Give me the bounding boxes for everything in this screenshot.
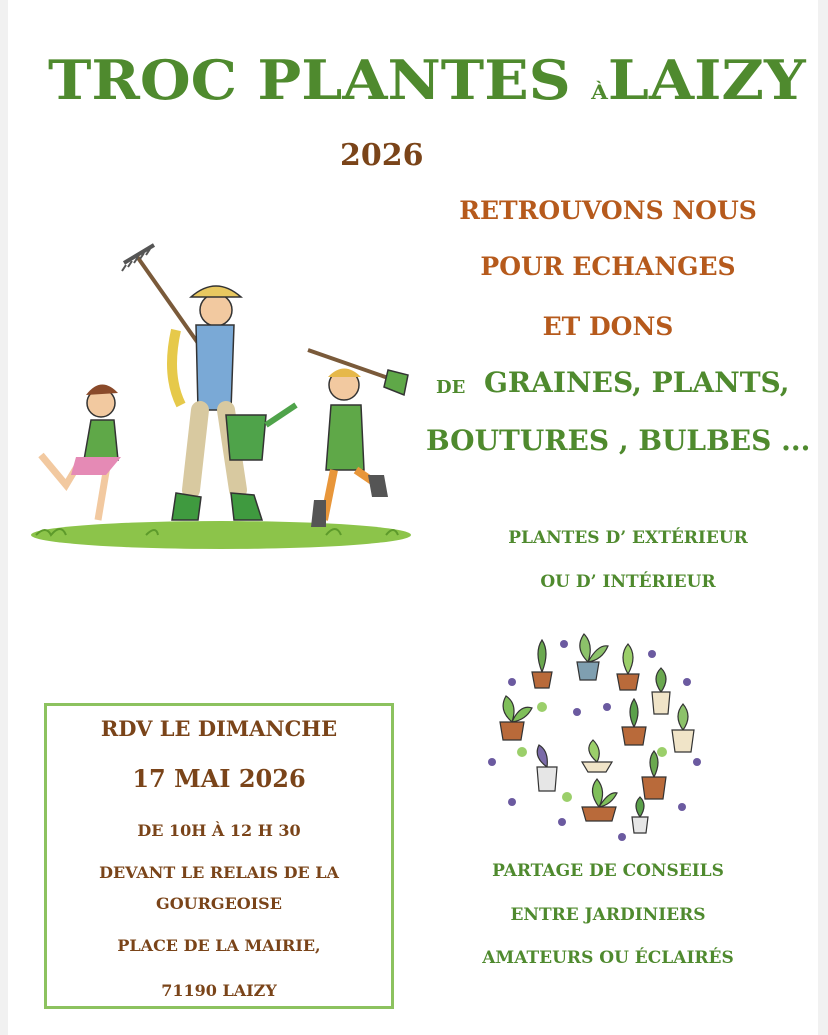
advice-line1: PARTAGE DE CONSEILS — [492, 861, 724, 881]
rdv-place-line2: GOURGEOISE — [156, 894, 282, 913]
rdv-time: DE 10H À 12 H 30 — [137, 821, 301, 840]
advice-line2: ENTRE JARDINIERS — [510, 905, 706, 925]
invite-line5: BOUTURES , BULBES ... — [426, 424, 811, 457]
title-a: À — [591, 80, 608, 104]
poster — [8, 0, 818, 1035]
poster-year: 2026 — [340, 138, 424, 173]
plants-type-line1: PLANTES D’ EXTÉRIEUR — [508, 528, 748, 548]
title-part1: TROC PLANTES — [48, 48, 571, 112]
plants-wreath-illustration — [482, 612, 712, 842]
invite-line4: GRAINES, PLANTS, — [484, 366, 790, 399]
invite-line1: RETROUVONS NOUS — [459, 196, 757, 225]
invite-line2: POUR ECHANGES — [480, 252, 736, 281]
rdv-address: PLACE DE LA MAIRIE, — [117, 936, 321, 955]
rdv-day: RDV LE DIMANCHE — [100, 716, 338, 741]
rdv-place-line1: DEVANT LE RELAIS DE LA — [99, 863, 339, 882]
title-part2: LAIZY — [607, 48, 806, 112]
rdv-box — [44, 703, 394, 1009]
invite-line3: ET DONS — [542, 312, 674, 341]
rdv-date: 17 MAI 2026 — [132, 764, 306, 793]
advice-line3: AMATEURS OU ÉCLAIRÉS — [482, 948, 734, 968]
invite-de: DE — [436, 377, 466, 398]
gardeners-illustration — [26, 235, 416, 555]
plants-type-line2: OU D’ INTÉRIEUR — [540, 572, 716, 592]
rdv-city: 71190 LAIZY — [161, 981, 277, 1000]
poster-title — [48, 48, 806, 112]
